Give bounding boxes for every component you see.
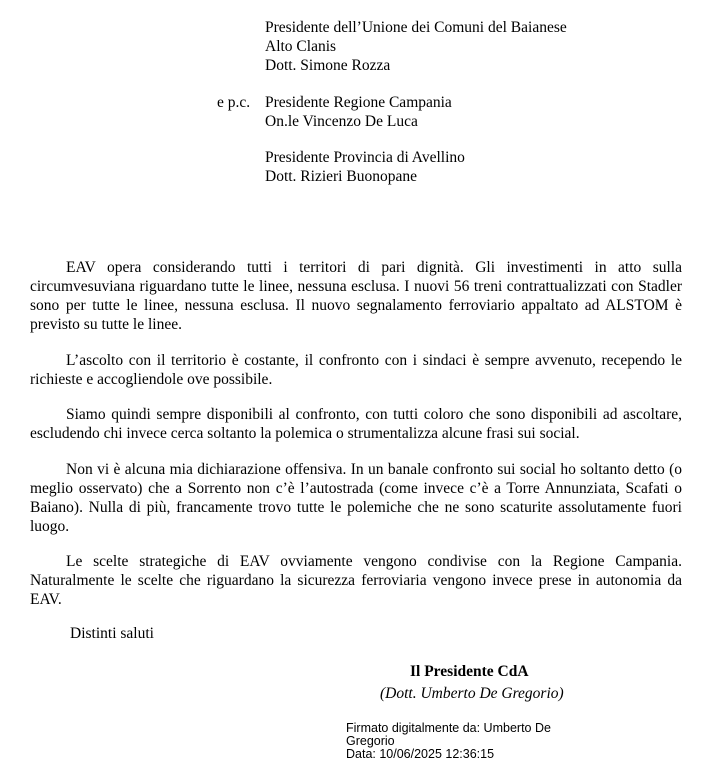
recipient-line: Presidente dell’Unione dei Comuni del Baianese [265, 19, 567, 36]
recipient-line: Dott. Simone Rozza [265, 57, 391, 74]
digital-signature-date: Data: 10/06/2025 12:36:15 [346, 747, 495, 761]
digital-signature-line: Firmato digitalmente da: Umberto De [346, 721, 551, 735]
signature-title: Il Presidente CdA [410, 663, 529, 680]
digital-signature-stamp [346, 722, 576, 761]
digital-signature-line: Gregorio [346, 734, 395, 748]
cc-recipient-line: Presidente Regione Campania [265, 94, 452, 111]
body-paragraph: Non vi è alcuna mia dichiarazione offensiva. In un banale confronto sui social ho soltanto detto (o meglio osservato) che a Sorrento non c’è l’autostrada (come invece c’è a Torre Annunziata, Scafati o Baiano). Nulla di più, francamente trovo tutte le polemiche che ne sono scaturite assolutamente fuori luogo. [30, 461, 682, 535]
cc-recipient-line: Presidente Provincia di Avellino [265, 149, 465, 166]
cc-label: e p.c. [217, 94, 251, 111]
body-paragraph: Le scelte strategiche di EAV ovviamente vengono condivise con la Regione Campania. Naturalmente le scelte che riguardano la sicurezza ferroviaria vengono invece prese in autonomia da EAV. [30, 553, 682, 608]
body-paragraph: EAV opera considerando tutti i territori di pari dignità. Gli investimenti in atto sulla circumvesuviana riguardano tutte le linee, nessuna esclusa. I nuovi 56 treni contrattualizzati con Stadler sono per tutte le linee, nessuna esclusa. Il nuovo segnalamento ferroviario appaltato ad ALSTOM è previsto su tutte le linee. [30, 259, 682, 333]
cc-recipient-line: Dott. Rizieri Buonopane [265, 168, 417, 185]
recipient-line: Alto Clanis [265, 38, 337, 55]
signature-name: (Dott. Umberto De Gregorio) [380, 685, 564, 702]
closing-salutation: Distinti saluti [70, 625, 154, 642]
cc-recipient-line: On.le Vincenzo De Luca [265, 113, 418, 130]
body-paragraph: Siamo quindi sempre disponibili al confronto, con tutti coloro che sono disponibili ad ascoltare, escludendo chi invece cerca soltanto la polemica o strumentalizza alcune frasi sui social. [30, 406, 682, 442]
body-paragraph: L’ascolto con il territorio è costante, il confronto con i sindaci è sempre avvenuto, recependo le richieste e accogliendole ove possibile. [30, 352, 682, 388]
